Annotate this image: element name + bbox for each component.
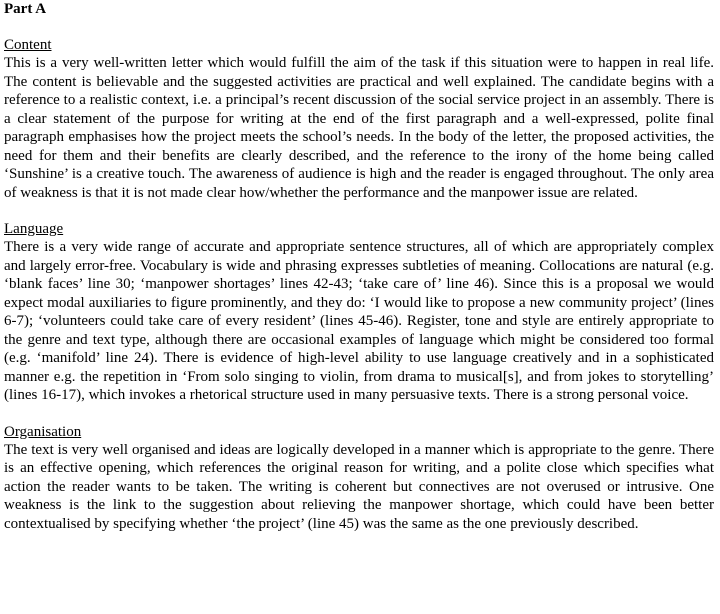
language-body: There is a very wide range of accurate and appropriate sentence structures, all of which are appropriately complex and largely error-free. Vocabulary is wide and phrasing expresses subtleties of meaning. Collocations are natural (e.g. ‘blank faces’ line 30; ‘manpower shortages’ lines 42-43; ‘take care of’ line 46). Since this is a proposal we would expect modal auxiliaries to figure prominently, and they do: ‘I would like to propose a new community project’ (lines 6-7); ‘volunteers could take care of every resident’ (lines 45-46). Register, tone and style are entirely appropriate to the genre and text type, although there are occasional examples of language which might be considered too formal (e.g. ‘manifold’ line 24). There is evidence of high-level ability to use language creatively and in a sophisticated manner e.g. the repetition in ‘From solo singing to violin, from drama to musical[s], and from jokes to storytelling’ (lines 16-17), which invokes a rhetorical structure used in many persuasive texts. There is a strong personal voice. <box>4 239 714 403</box>
language-heading: Language <box>4 221 64 237</box>
content-section <box>4 36 714 202</box>
organisation-body: The text is very well organised and ideas are logically developed in a manner which is appropriate to the genre. There is an effective opening, which references the original reason for writing, and a polite close which specifies what action the reader wants to be taken. The writing is coherent but connectives are not overused or intrusive. One weakness is the link to the suggestion about relieving the manpower shortage, which could have been better contextualised by specifying whether ‘the project’ (line 45) was the same as the one previously described. <box>4 441 714 532</box>
organisation-heading: Organisation <box>4 423 82 440</box>
language-section <box>4 220 714 405</box>
organisation-section <box>4 423 714 534</box>
content-body: This is a very well-written letter which would fulfill the aim of the task if this situation were to happen in real life. The content is believable and the suggested activities are practical and well explained. The candidate begins with a reference to a realistic context, i.e. a principal’s recent discussion of the social service project in an assembly. There is a clear statement of the purpose for writing at the end of the first paragraph and a well-expressed, polite final paragraph emphasises how the project meets the school’s needs. In the body of the letter, the proposed activities, the need for them and their benefits are clearly described, and the reference to the irony of the home being called ‘Sunshine’ is a creative touch. The awareness of audience is high and the reader is engaged throughout. The only area of weakness is that it is not made clear how/whether the performance and the manpower issue are related. <box>4 55 714 201</box>
part-title: Part A <box>4 1 47 17</box>
content-heading: Content <box>4 37 52 53</box>
